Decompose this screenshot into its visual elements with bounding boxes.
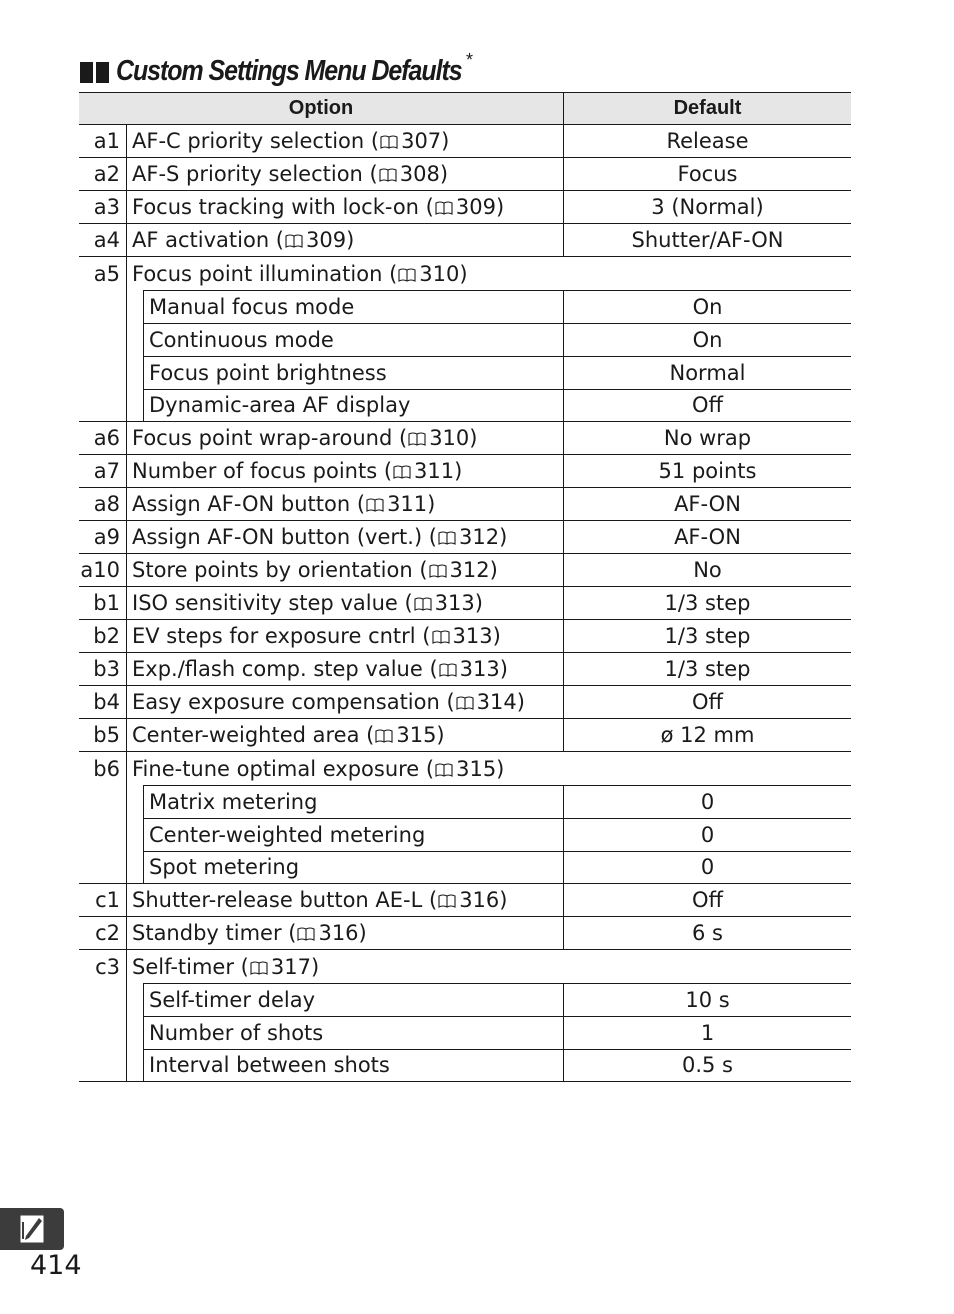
page-reference: 310) <box>419 261 468 286</box>
row-code: b2 <box>79 620 127 652</box>
row-option-label: AF activation ( <box>132 228 284 252</box>
row-default-value: AF-ON <box>674 525 741 549</box>
row-code: a9 <box>79 521 127 553</box>
table-header <box>79 92 851 125</box>
table-row <box>79 752 851 785</box>
subrow-option-name: Focus point brightness <box>143 356 564 389</box>
book-icon <box>431 624 453 648</box>
row-option-label: Focus tracking with lock-on ( <box>132 195 434 219</box>
table-row <box>79 158 851 191</box>
subrow-option-name: Dynamic-area AF display <box>143 389 564 421</box>
row-code: a8 <box>79 488 127 520</box>
table-row <box>79 950 851 983</box>
row-option-label: Easy exposure compensation ( <box>132 690 455 714</box>
row-code: b4 <box>79 686 127 718</box>
subrow-code-spacer <box>79 323 127 356</box>
row-code: a7 <box>79 455 127 487</box>
page-reference: 312) <box>449 558 498 582</box>
table-row <box>79 488 851 521</box>
table-subrow <box>79 1049 851 1082</box>
row-option-name <box>127 422 564 454</box>
table-row <box>79 521 851 554</box>
book-icon <box>413 591 435 615</box>
heading-asterisk: * <box>466 50 474 70</box>
row-code: a3 <box>79 191 127 223</box>
row-option-label: Exp./flash comp. step value ( <box>132 657 438 681</box>
table-row <box>79 422 851 455</box>
row-option-name <box>127 752 851 785</box>
row-option-name <box>127 125 564 157</box>
book-icon <box>428 558 450 582</box>
subrow-default-value: 1 <box>700 1020 715 1045</box>
row-default-value: AF-ON <box>674 492 741 516</box>
row-option-label: Assign AF-ON button (vert.) ( <box>132 525 438 549</box>
row-option-name <box>127 917 564 949</box>
page-reference: 315) <box>396 723 445 747</box>
subrow-code-spacer <box>79 785 127 818</box>
subrow-code-spacer <box>79 1016 127 1049</box>
page-reference: 313) <box>434 591 483 615</box>
subrow-code-spacer <box>79 389 127 421</box>
row-option-label: Standby timer ( <box>132 921 297 945</box>
table-row <box>79 125 851 158</box>
table-row <box>79 257 851 290</box>
page-reference: 308) <box>399 162 449 186</box>
subrow-code-spacer <box>79 1049 127 1081</box>
table-subrow <box>79 389 851 422</box>
row-code: a5 <box>79 257 127 290</box>
table-row <box>79 587 851 620</box>
row-code: b5 <box>79 719 127 751</box>
page-reference: 307) <box>401 129 450 153</box>
row-option-label: Focus point wrap-around ( <box>132 426 408 450</box>
row-option-label: Focus point illumination ( <box>132 261 398 286</box>
page-reference: 315) <box>456 756 505 781</box>
table-body <box>79 125 851 1082</box>
row-option-name <box>127 620 564 652</box>
page-reference: 316) <box>459 888 508 912</box>
table-row <box>79 719 851 752</box>
subrow-default-value: 0 <box>700 789 715 814</box>
book-icon <box>249 955 271 979</box>
row-default-value: Focus <box>677 162 738 186</box>
row-option-name <box>127 653 564 685</box>
table-subrow <box>79 785 851 818</box>
book-icon <box>284 228 306 252</box>
row-default-value: 51 points <box>658 459 757 483</box>
page-reference: 317) <box>270 954 320 979</box>
row-default-value: 1/3 step <box>664 591 751 615</box>
row-default-value: 1/3 step <box>664 657 751 681</box>
page-reference: 310) <box>429 426 478 450</box>
subrow-option-name: Self-timer delay <box>143 983 564 1016</box>
book-icon <box>434 757 456 781</box>
subrow-default-value: Normal <box>669 360 746 385</box>
row-code: b3 <box>79 653 127 685</box>
page-reference: 309) <box>306 228 355 252</box>
row-default-value: Off <box>692 888 723 912</box>
table-row <box>79 653 851 686</box>
heading-marker-square <box>80 62 93 83</box>
table-subrow <box>79 983 851 1016</box>
subrow-default-value: 0 <box>700 855 715 879</box>
page-number: 414 <box>30 1250 82 1281</box>
row-default-value: 3 (Normal) <box>651 195 764 219</box>
table-row <box>79 620 851 653</box>
row-option-name <box>127 686 564 718</box>
row-default-value: No wrap <box>663 426 752 450</box>
heading-marker-square <box>96 62 109 83</box>
row-option-label: AF-C priority selection ( <box>132 129 380 153</box>
row-default-value: 6 s <box>692 921 723 945</box>
subrow-code-spacer <box>79 983 127 1016</box>
table-subrow <box>79 290 851 323</box>
table-row <box>79 224 851 257</box>
subrow-default-value: 0 <box>700 822 715 847</box>
row-option-label: Fine-tune optimal exposure ( <box>132 756 435 781</box>
row-code: a4 <box>79 224 127 256</box>
row-option-name <box>127 719 564 751</box>
row-option-label: Store points by orientation ( <box>132 558 428 582</box>
row-code: a2 <box>79 158 127 190</box>
section-heading <box>80 44 518 92</box>
book-icon <box>434 195 456 219</box>
row-code: a1 <box>79 125 127 157</box>
row-code: c1 <box>79 884 127 916</box>
table-row <box>79 884 851 917</box>
subrow-option-name: Spot metering <box>143 851 564 883</box>
page-reference: 314) <box>476 690 525 714</box>
row-code: b1 <box>79 587 127 619</box>
row-option-label: AF-S priority selection ( <box>132 162 378 186</box>
page-reference: 316) <box>318 921 367 945</box>
header-default: Default <box>673 97 742 119</box>
row-option-name <box>127 257 851 290</box>
book-icon <box>392 459 414 483</box>
book-icon <box>397 262 419 286</box>
page-reference: 311) <box>414 459 463 483</box>
subrow-option-name: Number of shots <box>143 1016 564 1049</box>
table-subrow <box>79 1016 851 1049</box>
pencil-memo-icon <box>0 1208 64 1250</box>
header-option: Option <box>79 93 564 124</box>
subrow-default-value: On <box>692 327 723 352</box>
page-title: Custom Settings Menu Defaults <box>116 55 462 87</box>
subrow-option-name: Manual focus mode <box>143 290 564 323</box>
table-subrow <box>79 818 851 851</box>
book-icon <box>437 888 459 912</box>
book-icon <box>407 426 429 450</box>
row-option-name <box>127 521 564 553</box>
row-option-label: Assign AF-ON button ( <box>132 492 366 516</box>
row-option-name <box>127 191 564 223</box>
subrow-default-value: 0.5 s <box>681 1053 733 1077</box>
row-default-value: Release <box>666 129 749 153</box>
book-icon <box>296 921 318 945</box>
book-icon <box>374 723 396 747</box>
table-subrow <box>79 323 851 356</box>
book-icon <box>378 162 400 186</box>
table-subrow <box>79 851 851 884</box>
table-row <box>79 455 851 488</box>
defaults-table <box>79 92 851 1082</box>
page-reference: 311) <box>387 492 436 516</box>
book-icon <box>379 129 401 153</box>
page-reference: 313) <box>459 657 508 681</box>
subrow-code-spacer <box>79 290 127 323</box>
row-option-name <box>127 158 564 190</box>
row-option-label: Self-timer ( <box>132 954 249 979</box>
page-reference: 312) <box>459 525 508 549</box>
book-icon <box>438 657 460 681</box>
row-default-value: Shutter/AF-ON <box>631 228 784 252</box>
subrow-default-value: Off <box>692 393 723 417</box>
table-row <box>79 191 851 224</box>
table-row <box>79 917 851 950</box>
row-code: a10 <box>79 554 127 586</box>
row-code: c3 <box>79 950 127 983</box>
row-option-name <box>127 488 564 520</box>
page-reference: 309) <box>455 195 505 219</box>
row-option-label: Shutter-release button AE-L ( <box>132 888 438 912</box>
book-icon <box>365 492 387 516</box>
subrow-default-value: 10 s <box>685 987 730 1012</box>
row-code: b6 <box>79 752 127 785</box>
subrow-option-name: Interval between shots <box>143 1049 564 1081</box>
row-option-label: Center-weighted area ( <box>132 723 375 747</box>
table-subrow <box>79 356 851 389</box>
subrow-option-name: Matrix metering <box>143 785 564 818</box>
row-option-name <box>127 224 564 256</box>
table-row <box>79 686 851 719</box>
subrow-code-spacer <box>79 851 127 883</box>
row-code: c2 <box>79 917 127 949</box>
row-option-label: ISO sensitivity step value ( <box>132 591 413 615</box>
row-option-label: Number of focus points ( <box>132 459 393 483</box>
table-row <box>79 554 851 587</box>
row-option-label: EV steps for exposure cntrl ( <box>132 624 431 648</box>
row-default-value: ø 12 mm <box>660 723 755 747</box>
subrow-code-spacer <box>79 356 127 389</box>
row-option-name <box>127 950 851 983</box>
book-icon <box>437 525 459 549</box>
row-option-name <box>127 455 564 487</box>
row-default-value: No <box>693 558 722 582</box>
row-code: a6 <box>79 422 127 454</box>
row-default-value: 1/3 step <box>664 624 751 648</box>
row-option-name <box>127 884 564 916</box>
subrow-option-name: Continuous mode <box>143 323 564 356</box>
book-icon <box>455 690 477 714</box>
subrow-default-value: On <box>692 294 723 319</box>
subrow-option-name: Center-weighted metering <box>143 818 564 851</box>
row-option-name <box>127 554 564 586</box>
row-default-value: Off <box>692 690 723 714</box>
page-reference: 313) <box>452 624 501 648</box>
row-option-name <box>127 587 564 619</box>
subrow-code-spacer <box>79 818 127 851</box>
